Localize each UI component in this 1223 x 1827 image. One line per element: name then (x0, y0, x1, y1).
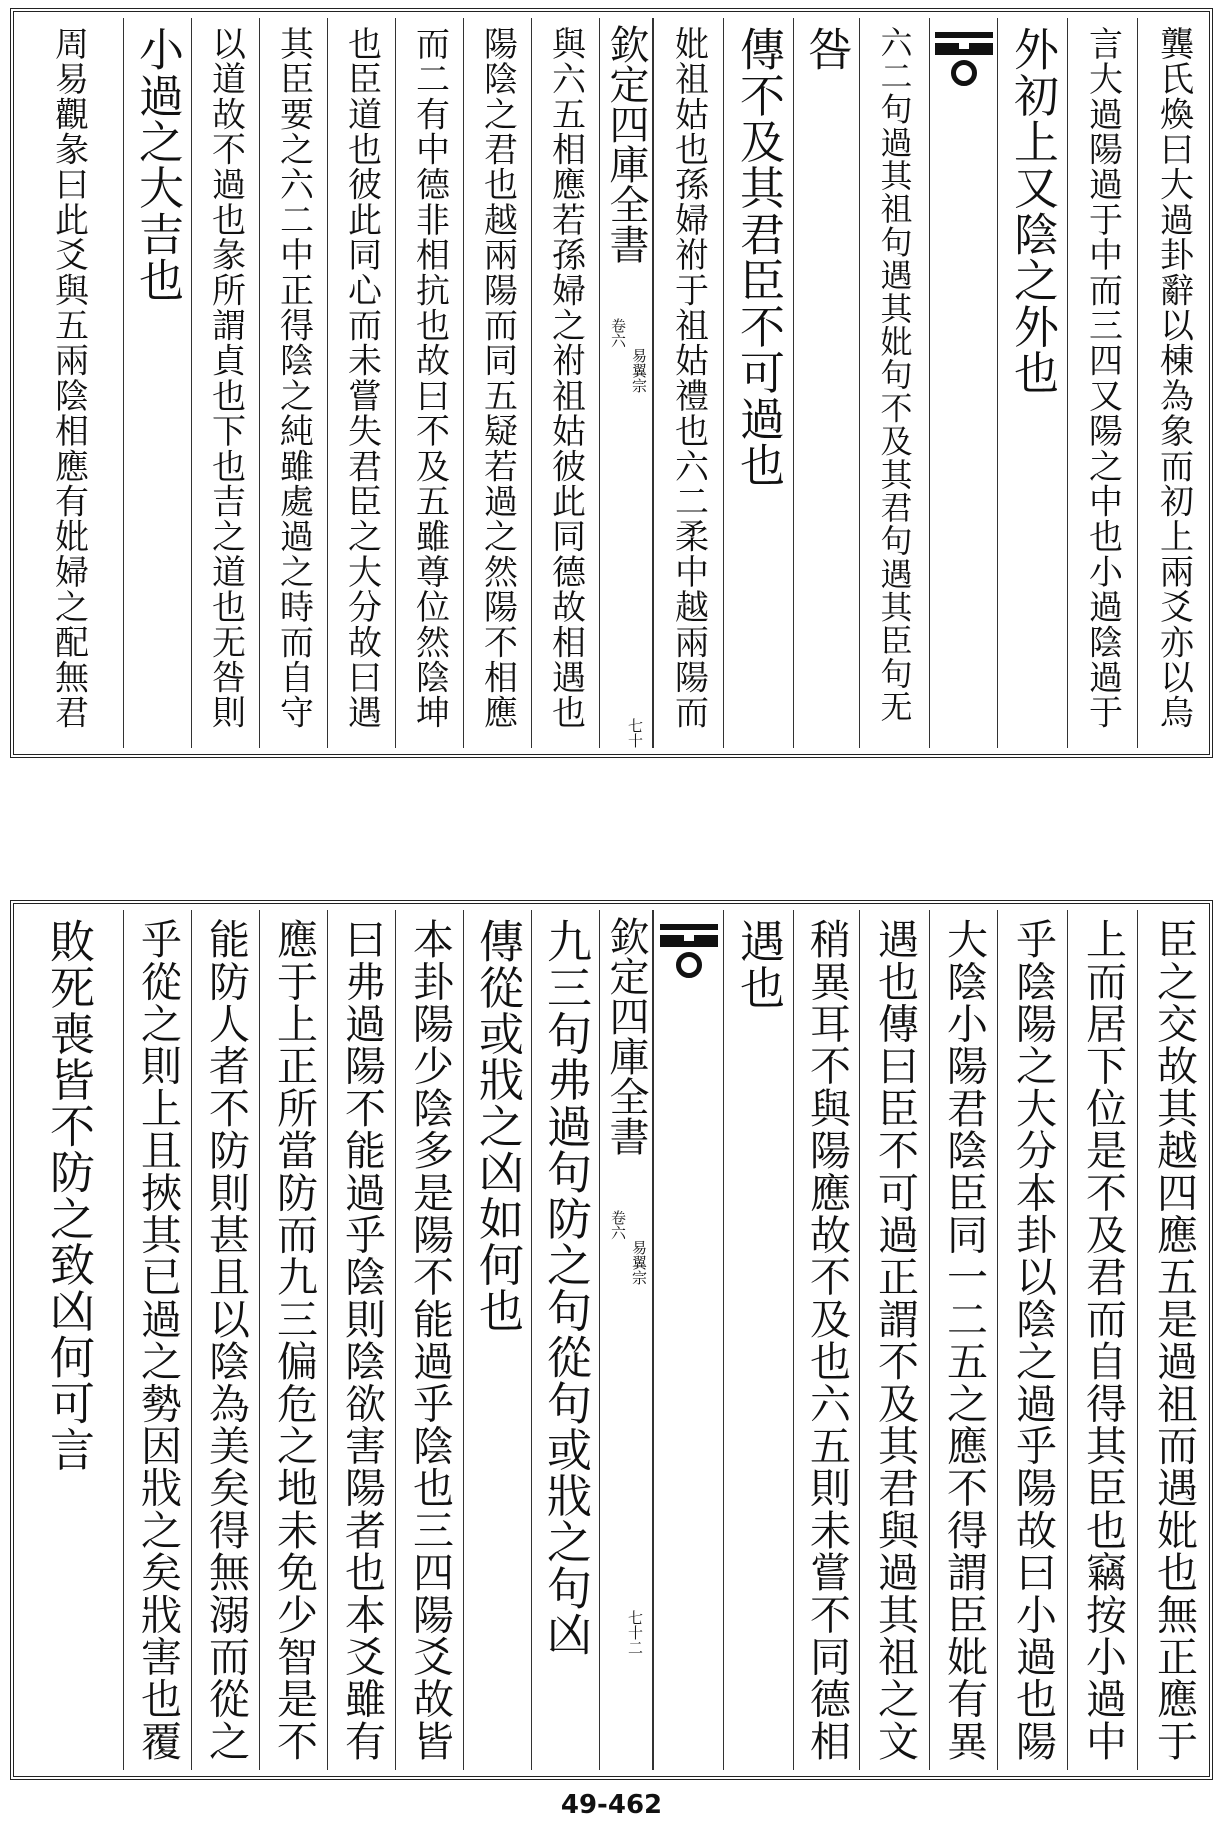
text-column: 而二有中德非相抗也故曰不及五雖尊位然陰坤 (395, 18, 463, 748)
text-column: 上而居下位是不及君而自得其臣也竊按小過中 (1067, 910, 1137, 1770)
book-title: 欽定四庫全書 (603, 916, 649, 1156)
page-number: 七十 (626, 718, 644, 748)
text-column: 臣之交故其越四應五是過祖而遇妣也無正應于 (1137, 910, 1209, 1770)
text-column: 龔氏煥曰大過卦辭以棟為象而初上兩爻亦以烏 (1137, 18, 1209, 748)
volume-label: 卷六 (609, 318, 627, 348)
page-footer-number: 49-462 (560, 1790, 663, 1820)
book-name: 易翼宗 (630, 1240, 648, 1285)
text-column: 外初上又陰之外也 (997, 18, 1067, 748)
text-column: 本卦陽少陰多是陽不能過乎陰也三四陽爻故皆 (395, 910, 463, 1770)
hexagram-column (929, 18, 997, 748)
text-column: 言大過陽過于中而三四又陽之中也小過陰過于 (1067, 18, 1137, 748)
text-column: 稍異耳不與陽應故不及也六五則未嘗不同德相 (793, 910, 859, 1770)
text-column: 陽陰之君也越兩陽而同五疑若過之然陽不相應 (463, 18, 531, 748)
text-column: 妣祖姑也孫婦祔于祖姑禮也六二柔中越兩陽而 (653, 18, 723, 748)
text-column: 其臣要之六二中正得陰之純雖處過之時而自守 (259, 18, 327, 748)
text-column: 以道故不過也彖所謂貞也下也吉之道也无咎則 (191, 18, 259, 748)
text-column: 乎陰陽之大分本卦以陰之過乎陽故曰小過也陽 (997, 910, 1067, 1770)
hexagram-icon (935, 32, 993, 92)
book-name: 易翼宗 (630, 348, 648, 393)
page-number: 七十二 (626, 1610, 644, 1655)
text-column: 遇也 (723, 910, 793, 1770)
text-column: 小過之大吉也 (123, 18, 191, 748)
text-column: 也臣道也彼此同心而未嘗失君臣之大分故曰遇 (327, 18, 395, 748)
hexagram-column (653, 910, 723, 1770)
volume-label: 卷六 (609, 1210, 627, 1240)
text-column: 乎從之則上且挾其已過之勢因戕之矣戕害也覆 (123, 910, 191, 1770)
text-column: 應于上正所當防而九三偏危之地未免少智是不 (259, 910, 327, 1770)
text-column: 傳從或戕之凶如何也 (463, 910, 531, 1770)
text-column: 能防人者不防則甚且以陰為美矣得無溺而從之 (191, 910, 259, 1770)
text-column: 傳不及其君臣不可過也 (723, 18, 793, 748)
center-fold (599, 910, 653, 1770)
text-column: 咎 (793, 18, 859, 748)
text-column: 六二句過其祖句遇其妣句不及其君句遇其臣句无 (859, 18, 929, 748)
text-column: 與六五相應若孫婦之祔祖姑彼此同德故相遇也 (531, 18, 599, 748)
text-column: 九三句弗過句防之句從句或戕之句凶 (531, 910, 599, 1770)
text-column: 大陰小陽君陰臣同一二五之應不得謂臣妣有異 (929, 910, 997, 1770)
hexagram-icon (660, 924, 718, 984)
center-fold (599, 18, 653, 748)
text-column: 周易觀彖曰此爻與五兩陰相應有妣婦之配無君 (48, 26, 89, 730)
text-column: 遇也傳曰臣不可過正謂不及其君與過其祖之文 (859, 910, 929, 1770)
text-column: 曰弗過陽不能過乎陰則陰欲害陽者也本爻雖有 (327, 910, 395, 1770)
top-page (10, 8, 1213, 758)
text-column: 敗死喪皆不防之致凶何可言 (42, 918, 95, 1473)
book-title: 欽定四庫全書 (603, 24, 649, 264)
bottom-page (10, 900, 1213, 1780)
